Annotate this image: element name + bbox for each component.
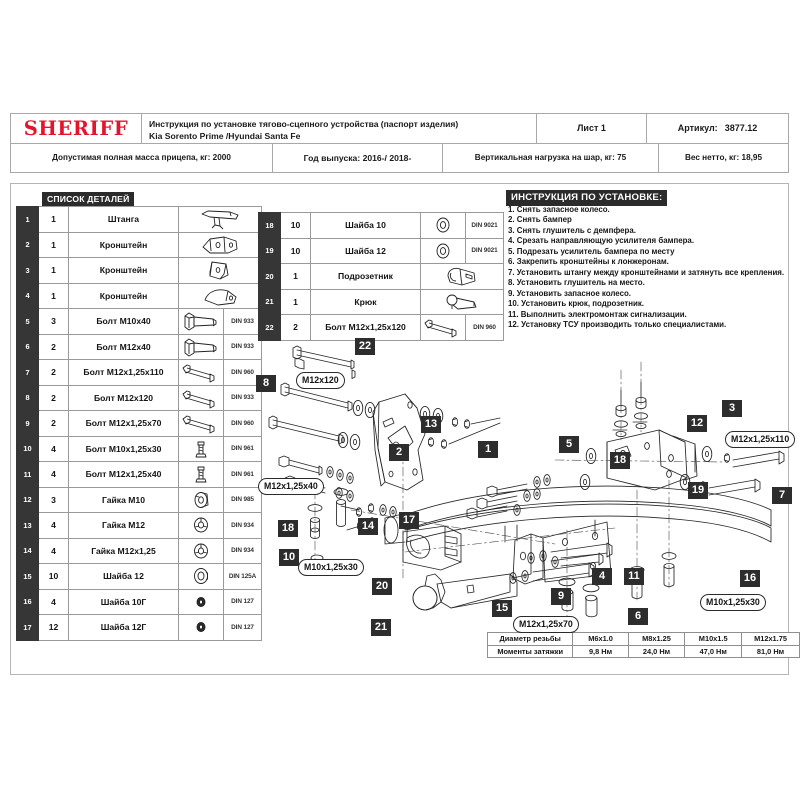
brand-logo-cell [11, 114, 142, 143]
part-quantity: 4 [39, 513, 69, 539]
callout-21: 21 [371, 619, 391, 636]
part-name: Шайба 12 [69, 564, 179, 590]
parts-row [17, 207, 262, 233]
torque-moment-label: Моменты затяжки [488, 645, 573, 658]
callout-7: 7 [772, 487, 792, 504]
callout-22: 22 [355, 338, 375, 355]
article-value: 3877.12 [724, 123, 758, 134]
callout-18-right: 18 [610, 452, 630, 469]
part-name: Болт M12x1,25x110 [69, 360, 179, 386]
net-weight: Вес нетто, кг: 18,95 [684, 153, 763, 163]
part-index: 6 [17, 334, 39, 360]
part-quantity: 2 [39, 334, 69, 360]
callout-19: 19 [688, 482, 708, 499]
part-din-standard: DIN 961 [224, 436, 262, 462]
instruction-step: 3. Снять глушитель с демпфера. [508, 225, 636, 235]
callout-6: 6 [628, 608, 648, 625]
parts-table-left [16, 206, 262, 641]
instruction-step: 8. Установить глушитель на место. [508, 278, 645, 288]
spec-m12x120: M12x120 [296, 372, 345, 389]
instruction-step: 6. Закрепить кронштейны к лонжеронам. [508, 257, 669, 267]
parts-row [259, 213, 504, 239]
part-index: 22 [259, 315, 281, 341]
part-din-standard: DIN 933 [224, 334, 262, 360]
left-vertical-stack [308, 489, 348, 561]
part-index: 14 [17, 538, 39, 564]
part-din-standard: DIN 960 [466, 315, 504, 341]
part-name: Гайка M12x1,25 [69, 538, 179, 564]
part-index: 21 [259, 289, 281, 315]
torque-value-2: 47,0 Нм [685, 645, 742, 658]
callout-1: 1 [478, 441, 498, 458]
part-2-bracket [373, 394, 425, 490]
thread-diameter-label: Диаметр резьбы [488, 633, 573, 646]
callout-14: 14 [358, 518, 378, 535]
part-quantity: 2 [39, 411, 69, 437]
sheet-number: Лист 1 [537, 114, 647, 143]
part-name: Шайба 10Г [69, 589, 179, 615]
parts-row [259, 238, 504, 264]
callout-9: 9 [551, 588, 571, 605]
part-brkt2-icon [179, 232, 262, 258]
production-year: Год выпуска: 2016-/ 2018- [273, 144, 443, 173]
article-cell [647, 114, 788, 143]
parts-row [17, 334, 262, 360]
part-nut-b-icon [179, 538, 224, 564]
spec-m12x125x110: M12x1,25x110 [725, 431, 795, 448]
callout-17: 17 [399, 512, 419, 529]
thread-value-2: M10x1.5 [685, 633, 742, 646]
part-quantity: 1 [39, 207, 69, 233]
part-index: 16 [17, 589, 39, 615]
part-quantity: 1 [39, 258, 69, 284]
document-header [10, 113, 789, 173]
instructions-title: ИНСТРУКЦИЯ ПО УСТАНОВКЕ: [506, 190, 667, 206]
sheriff-logo: SHERIFF [23, 116, 129, 140]
part-name: Шайба 12 [311, 238, 421, 264]
part-socket-icon [421, 264, 504, 290]
part-quantity: 1 [281, 264, 311, 290]
spec-m12x125x40: M12x1,25x40 [258, 478, 324, 495]
article-label: Артикул: [677, 123, 718, 134]
part-name: Подрозетник [311, 264, 421, 290]
part-quantity: 3 [39, 309, 69, 335]
part-name: Кронштейн [69, 232, 179, 258]
callout-11: 11 [624, 568, 644, 585]
part-din-standard: DIN 933 [224, 385, 262, 411]
parts-row [17, 589, 262, 615]
parts-row [17, 538, 262, 564]
part-quantity: 4 [39, 589, 69, 615]
part-name: Болт M10x40 [69, 309, 179, 335]
spec-m10x125x30-left: M10x1,25x30 [298, 559, 364, 576]
part-index: 20 [259, 264, 281, 290]
instruction-step: 4. Срезать направляющую усилителя бампера. [508, 236, 695, 246]
torque-value-3: 81,0 Нм [742, 645, 800, 658]
trailer-mass: Допустимая полная масса прицепа, кг: 2000 [11, 144, 273, 173]
part-name: Болт M12x40 [69, 334, 179, 360]
part-name: Болт M12x1,25x40 [69, 462, 179, 488]
part-name: Шайба 10 [311, 213, 421, 239]
part-bolt-long-icon [179, 411, 224, 437]
part-quantity: 10 [39, 564, 69, 590]
part-index: 4 [17, 283, 39, 309]
part-name: Кронштейн [69, 283, 179, 309]
part-bolt-long-icon [179, 385, 224, 411]
part-index: 1 [17, 207, 39, 233]
part-din-standard: DIN 127 [224, 615, 262, 641]
part-din-standard: DIN 960 [224, 360, 262, 386]
part-name: Болт M12x1,25x70 [69, 411, 179, 437]
part-index: 15 [17, 564, 39, 590]
part-5-bolts [467, 475, 550, 519]
part-name: Кронштейн [69, 258, 179, 284]
part-washer-md-icon [421, 213, 466, 239]
part-washer-md-icon [421, 238, 466, 264]
part-index: 10 [17, 436, 39, 462]
thread-value-3: M12x1.75 [742, 633, 800, 646]
parts-row [17, 283, 262, 309]
part-quantity: 12 [39, 615, 69, 641]
part-index: 8 [17, 385, 39, 411]
header-row-top [11, 114, 788, 144]
part-1-crossbeam [384, 486, 771, 544]
part-name: Болт M12x1,25x120 [311, 315, 421, 341]
part-quantity: 4 [39, 462, 69, 488]
washer-stack-upper [338, 400, 375, 449]
torque-value-0: 9,8 Нм [573, 645, 628, 658]
callout-2: 2 [389, 444, 409, 461]
torque-row-threads [488, 633, 800, 646]
callout-18-left: 18 [278, 520, 298, 537]
part-quantity: 4 [39, 436, 69, 462]
vertical-load: Вертикальная нагрузка на шар, кг: 75 [443, 144, 659, 173]
torque-row-values [488, 645, 800, 658]
part-bolt-hex-icon [179, 309, 224, 335]
part-nut-b-icon [179, 513, 224, 539]
part-brkt3-icon [179, 258, 262, 284]
part-rod-icon [179, 207, 262, 233]
parts-row [17, 232, 262, 258]
part-index: 19 [259, 238, 281, 264]
part-index: 11 [17, 462, 39, 488]
part-din-standard: DIN 934 [224, 538, 262, 564]
part-index: 17 [17, 615, 39, 641]
instruction-step: 5. Подрезать усилитель бампера по месту [508, 246, 675, 256]
instruction-step: 9. Установить запасное колесо. [508, 288, 631, 298]
callout-12: 12 [687, 415, 707, 432]
part-name: Болт M12x120 [69, 385, 179, 411]
document-title-line2: Kia Sorento Prime /Hyundai Santa Fe [149, 131, 301, 141]
parts-row [17, 411, 262, 437]
part-6-11-16-hardware [552, 553, 676, 617]
spec-m12x125x70: M12x1,25x70 [513, 616, 579, 633]
part-din-standard: DIN 961 [224, 462, 262, 488]
instruction-step: 2. Снять бампер [508, 215, 572, 225]
part-quantity: 10 [281, 213, 311, 239]
part-din-standard: DIN 125A [224, 564, 262, 590]
part-din-standard: DIN 127 [224, 589, 262, 615]
part-index: 7 [17, 360, 39, 386]
parts-row [17, 258, 262, 284]
installation-instructions [508, 205, 790, 330]
spec-m10x125x30-right: M10x1,25x30 [700, 594, 766, 611]
part-din-standard: DIN 9021 [466, 213, 504, 239]
callout-5: 5 [559, 436, 579, 453]
part-quantity: 1 [281, 289, 311, 315]
callout-4: 4 [592, 568, 612, 585]
instruction-step: 10. Установить крюк, подрозетник. [508, 299, 645, 309]
header-row-bottom [11, 144, 788, 173]
callout-13: 13 [421, 416, 441, 433]
part-brkt4-icon [179, 283, 262, 309]
part-index: 5 [17, 309, 39, 335]
document-title-cell [142, 114, 537, 143]
part-bolt-long-icon [179, 360, 224, 386]
parts-row [17, 309, 262, 335]
part-quantity: 1 [39, 283, 69, 309]
part-quantity: 4 [39, 538, 69, 564]
parts-row [17, 462, 262, 488]
part-index: 9 [17, 411, 39, 437]
part-washer-sm-icon [179, 589, 224, 615]
callout-8: 8 [256, 375, 276, 392]
part-quantity: 10 [281, 238, 311, 264]
parts-row [17, 385, 262, 411]
parts-row [17, 487, 262, 513]
part-name: Крюк [311, 289, 421, 315]
torque-table [487, 632, 800, 658]
part-din-standard: DIN 985 [224, 487, 262, 513]
callout-10: 10 [279, 549, 299, 566]
part-washer-lg-icon [179, 564, 224, 590]
part-name: Гайка M10 [69, 487, 179, 513]
part-12-top-hardware [613, 382, 648, 437]
part-bolt-hex-icon [179, 334, 224, 360]
part-index: 12 [17, 487, 39, 513]
torque-value-1: 24,0 Нм [628, 645, 685, 658]
part-name: Штанга [69, 207, 179, 233]
parts-list-title: СПИСОК ДЕТАЛЕЙ [42, 192, 134, 206]
part-index: 13 [17, 513, 39, 539]
part-index: 3 [17, 258, 39, 284]
parts-row [17, 436, 262, 462]
instruction-step: 12. Установку ТСУ производить только специалистами. [508, 319, 727, 329]
part-index: 2 [17, 232, 39, 258]
part-nut-a-icon [179, 487, 224, 513]
part-name: Шайба 12Г [69, 615, 179, 641]
part-quantity: 2 [281, 315, 311, 341]
part-quantity: 2 [39, 360, 69, 386]
part-din-standard: DIN 933 [224, 309, 262, 335]
part-din-standard: DIN 960 [224, 411, 262, 437]
parts-row [17, 360, 262, 386]
instruction-step: 7. Установить штангу между кронштейнами и затянуть все крепления. [508, 267, 785, 277]
parts-table-right [258, 212, 504, 341]
parts-row [17, 513, 262, 539]
parts-row [259, 289, 504, 315]
part-din-standard: DIN 934 [224, 513, 262, 539]
part-din-standard: DIN 9021 [466, 238, 504, 264]
part-washer-sm-icon [179, 615, 224, 641]
part-bolt-short-icon [179, 462, 224, 488]
part-quantity: 2 [39, 385, 69, 411]
callout-16: 16 [740, 570, 760, 587]
part-name: Гайка M12 [69, 513, 179, 539]
parts-row [17, 564, 262, 590]
instruction-step: 1. Снять запасное колесо. [508, 205, 610, 214]
callout-20: 20 [372, 578, 392, 595]
callout-3: 3 [722, 400, 742, 417]
parts-row [259, 264, 504, 290]
part-20-socket-holder [403, 526, 461, 570]
parts-row [17, 615, 262, 641]
part-quantity: 3 [39, 487, 69, 513]
document-title-line1: Инструкция по установке тягово-сцепного устройства (паспорт изделия) [149, 119, 459, 129]
part-hook-icon [421, 289, 504, 315]
instruction-step: 11. Выполнить электромонтаж сигнализации. [508, 309, 687, 319]
thread-value-1: M8x1.25 [628, 633, 685, 646]
callout-15: 15 [492, 600, 512, 617]
part-bolt-short-icon [179, 436, 224, 462]
part-quantity: 1 [39, 232, 69, 258]
part-index: 18 [259, 213, 281, 239]
thread-value-0: M6x1.0 [573, 633, 628, 646]
part-name: Болт M10x1,25x30 [69, 436, 179, 462]
